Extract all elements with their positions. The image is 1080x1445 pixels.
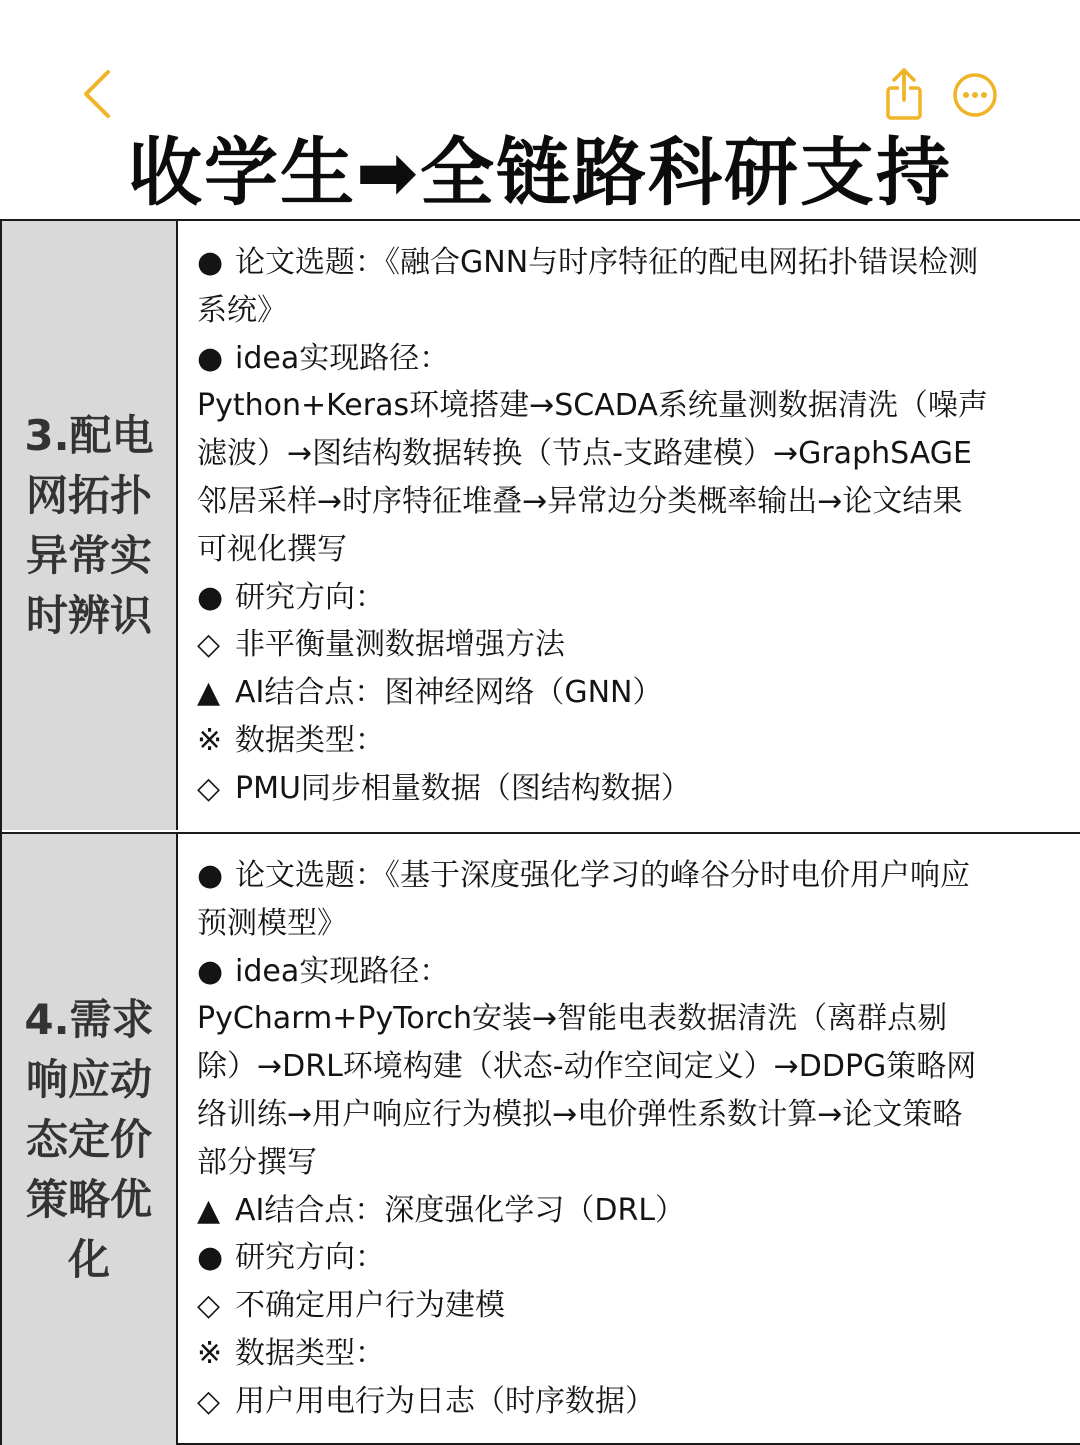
line-text: 论文选题：《基于深度强化学习的峰谷分时电价用户响应 <box>235 858 970 893</box>
content-line <box>197 430 1058 478</box>
bullet-marker: ▲ <box>197 1192 221 1228</box>
bullet-marker: ※ <box>197 1335 223 1371</box>
bullet-marker: ※ <box>197 722 223 758</box>
content-line <box>197 239 1058 287</box>
content-line <box>197 287 1058 335</box>
content-line <box>197 852 1058 900</box>
line-text: idea实现路径： <box>235 953 450 989</box>
content-line <box>197 382 1058 430</box>
content-line <box>197 1330 1058 1378</box>
content-line <box>197 1282 1058 1330</box>
content-line <box>197 995 1058 1043</box>
line-text: PMU同步相量数据（图结构数据） <box>235 770 691 806</box>
line-text: 部分撰写 <box>197 1144 317 1180</box>
line-text: idea实现路径： <box>235 340 450 376</box>
content-line <box>197 669 1058 717</box>
bullet-marker: ● <box>197 579 224 615</box>
content-table <box>0 219 1080 1445</box>
bullet-marker: ● <box>197 340 224 376</box>
bullet-marker: ◇ <box>197 1383 221 1419</box>
line-text: Python+Keras环境搭建→SCADA系统量测数据清洗（噪声 <box>197 388 988 424</box>
line-text: 滤波）→图结构数据转换（节点-支路建模）→GraphSAGE <box>197 436 972 472</box>
more-dots-icon <box>952 72 998 118</box>
row-content-cell <box>178 221 1058 830</box>
line-text: 不确定用户行为建模 <box>235 1288 505 1324</box>
bullet-marker: ● <box>197 245 224 280</box>
row-label: 4.需求响应动态定价策略优化 <box>24 994 154 1284</box>
line-text: PyCharm+PyTorch安装→智能电表数据清洗（离群点剔 <box>197 1001 948 1037</box>
content-line <box>197 1378 1058 1426</box>
content-line <box>197 1187 1058 1235</box>
content-line <box>197 717 1058 765</box>
line-text: 邻居采样→时序特征堆叠→异常边分类概率输出→论文结果 <box>197 483 963 519</box>
line-text: 研究方向： <box>235 579 385 615</box>
bullet-marker: ▲ <box>197 675 221 711</box>
content-line <box>197 574 1058 622</box>
content-line <box>197 948 1058 996</box>
bullet-marker: ● <box>197 1240 224 1276</box>
bullet-marker: ◇ <box>197 770 221 806</box>
line-text: 非平衡量测数据增强方法 <box>235 627 565 663</box>
content-line <box>197 765 1058 813</box>
line-text: AI结合点：图神经网络（GNN） <box>235 675 663 711</box>
bullet-marker: ● <box>197 858 224 893</box>
chevron-left-icon <box>78 66 118 122</box>
share-button[interactable] <box>882 66 926 122</box>
content-line <box>197 526 1058 574</box>
line-text: 用户用电行为日志（时序数据） <box>235 1383 655 1419</box>
line-text: 数据类型： <box>235 1335 385 1371</box>
bullet-marker: ● <box>197 953 224 989</box>
content-line <box>197 1043 1058 1091</box>
line-text: 系统》 <box>197 292 287 328</box>
more-options-button[interactable] <box>952 72 998 118</box>
table-row <box>2 221 1080 830</box>
row-content-cell <box>178 834 1058 1445</box>
content-line <box>197 478 1058 526</box>
line-text: 络训练→用户响应行为模拟→电价弹性系数计算→论文策略 <box>197 1096 963 1132</box>
content-line <box>197 1139 1058 1187</box>
page-title: 收学生➡全链路科研支持 <box>127 130 952 216</box>
line-text: 论文选题：《融合GNN与时序特征的配电网拓扑错误检测 <box>235 245 979 280</box>
row-label-cell <box>2 221 178 830</box>
line-text: 研究方向： <box>235 1240 385 1276</box>
content-line <box>197 900 1058 948</box>
table-row <box>2 832 1080 1445</box>
line-text: 可视化撰写 <box>197 531 347 567</box>
share-icon <box>882 66 926 122</box>
line-text: 数据类型： <box>235 722 385 758</box>
line-text: 预测模型》 <box>197 905 347 941</box>
line-text: 除）→DRL环境构建（状态-动作空间定义）→DDPG策略网 <box>197 1049 977 1085</box>
line-text: AI结合点：深度强化学习（DRL） <box>235 1192 686 1228</box>
content-line <box>197 1091 1058 1139</box>
top-navigation-bar <box>0 0 1080 130</box>
row-label-cell <box>2 834 178 1445</box>
bullet-marker: ◇ <box>197 1288 221 1324</box>
bullet-marker: ◇ <box>197 627 221 663</box>
content-line <box>197 335 1058 383</box>
content-line <box>197 621 1058 669</box>
row-label: 3.配电网拓扑异常实时辨识 <box>24 410 154 640</box>
content-line <box>197 1234 1058 1282</box>
back-button[interactable] <box>78 66 118 122</box>
